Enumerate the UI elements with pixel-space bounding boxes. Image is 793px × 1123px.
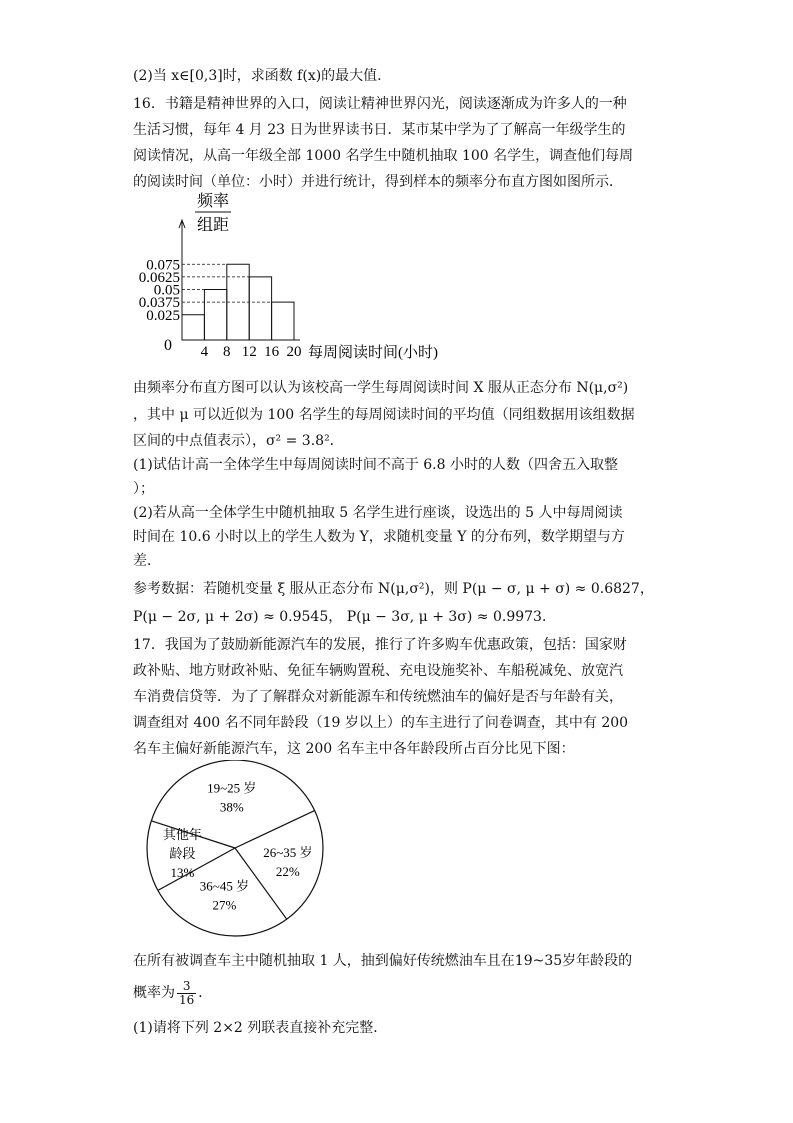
pie-slice-label: 38%: [219, 799, 244, 815]
q17-text-line: 在所有被调查车主中随机抽取 1 人，抽到偏好传统燃油车且在19~35岁年龄段的: [133, 953, 633, 969]
x-tick-label: 12: [241, 344, 257, 360]
x-tick-label: 16: [264, 344, 280, 360]
y-tick-label: 0.025: [146, 307, 180, 324]
fraction: [177, 980, 196, 1007]
histogram-bar: [272, 302, 294, 340]
fraction-numerator: 3: [177, 980, 196, 994]
q17-text-line: 名车主偏好新能源汽车，这 200 名车主中各年龄段所占百分比见下图：: [133, 741, 575, 757]
x-tick-label: 20: [286, 344, 302, 360]
x-tick-label: 4: [200, 344, 209, 360]
q16-text-line: 区间的中点值表示），σ² = 3.8²．: [133, 433, 344, 449]
q16-part1: (1)试估计高一全体学生中每周阅读时间不高于 6.8 小时的人数（四舍五入取整: [133, 457, 618, 473]
q17-prob-prefix: 概率为: [133, 985, 175, 1001]
origin-label: 0: [164, 337, 172, 354]
y-axis-label-bottom: 组距: [196, 217, 230, 234]
q16-text-line: 由频率分布直方图可以认为该校高一学生每周阅读时间 X 服从正态分布 N(μ,σ²): [133, 380, 629, 396]
q16-part2: (2)若从高一全体学生中随机抽取 5 名学生进行座谈，设选出的 5 人中每周阅读: [133, 505, 623, 521]
histogram-bar: [182, 315, 204, 340]
q17-probability-line: [133, 978, 212, 1008]
q16-text-line: 的阅读时间（单位：小时）并进行统计，得到样本的频率分布直方图如图所示．: [133, 174, 623, 190]
pie-slice-label: 19~25 岁: [207, 780, 257, 796]
y-tick-label: 0.0375: [138, 295, 180, 312]
q17-text-line: 调查组对 400 名不同年龄段（19 岁以上）的车主进行了问卷调查，其中有 200: [133, 715, 629, 731]
histogram-bar: [249, 277, 271, 340]
x-tick-label: 8: [223, 344, 231, 360]
q17-prob-suffix: ．: [198, 985, 213, 1001]
q16-part2-cont: 时间在 10.6 小时以上的学生人数为 Y，求随机变量 Y 的分布列，数学期望与方: [133, 529, 625, 545]
pie-slice-label: 22%: [275, 864, 300, 880]
pie-slice-boundary: [235, 811, 315, 848]
q17-part1: (1)请将下列 2×2 列联表直接补充完整．: [133, 1020, 388, 1036]
q17-text-line: 车消费信贷等．为了了解群众对新能源车和传统燃油车的偏好是否与年龄有关，: [133, 689, 623, 705]
pie-slice-label: 13%: [170, 864, 195, 880]
y-tick-label: 0.05: [153, 282, 180, 299]
fraction-denominator: 16: [179, 992, 195, 1007]
x-axis-label: 每周阅读时间(小时): [308, 345, 438, 361]
frequency-histogram: [130, 192, 460, 367]
q16-text-line: 阅读情况，从高一年级全部 1000 名学生中随机抽取 100 名学生，调查他们每周: [133, 148, 634, 164]
q17-text-line: 政补贴、地方财政补贴、免征车辆购置税、充电设施奖补、车船税减免、放宽汽: [133, 663, 623, 679]
pie-slice-label: 龄段: [169, 845, 196, 861]
q17-text-line: 17．我国为了鼓励新能源汽车的发展，推行了许多购车优惠政策，包括：国家财: [133, 637, 627, 653]
pie-slice-label: 26~35 岁: [263, 845, 313, 861]
pie-slice-label: 27%: [212, 897, 237, 913]
q16-part1-cont: ）；: [133, 481, 154, 497]
q16-text-line: 生活习惯，每年 4 月 23 日为世界读书日．某市某中学为了了解高一年级学生的: [133, 122, 626, 138]
y-tick-label: 0.075: [146, 257, 180, 274]
histogram-bar: [204, 290, 226, 341]
age-pie-chart: [140, 760, 330, 940]
q16-reference-data: 参考数据：若随机变量 ξ 服从正态分布 N(μ,σ²)，则 P(μ − σ, μ + σ) ≈ 0.6827，: [133, 581, 654, 597]
y-axis-label-top: 频率: [196, 193, 230, 210]
q16-reference-data: P(μ − 2σ, μ + 2σ) ≈ 0.9545， P(μ − 3σ, μ + 3σ) ≈ 0.9973．: [133, 609, 556, 625]
pie-slice-label: 36~45 岁: [199, 878, 250, 894]
q16-text-line: ，其中 μ 可以近似为 100 名学生的每周阅读时间的平均值（同组数据用该组数据: [133, 407, 635, 423]
q16-text-line: 16．书籍是精神世界的入口，阅读让精神世界闪光，阅读逐渐成为许多人的一种: [133, 96, 627, 112]
q15-part2: (2)当 x∈[0,3]时，求函数 f(x)的最大值.: [133, 68, 382, 84]
y-tick-label: 0.0625: [138, 269, 180, 286]
q16-part2-cont: 差．: [133, 553, 161, 569]
pie-slice-label: 其他年: [162, 826, 202, 842]
